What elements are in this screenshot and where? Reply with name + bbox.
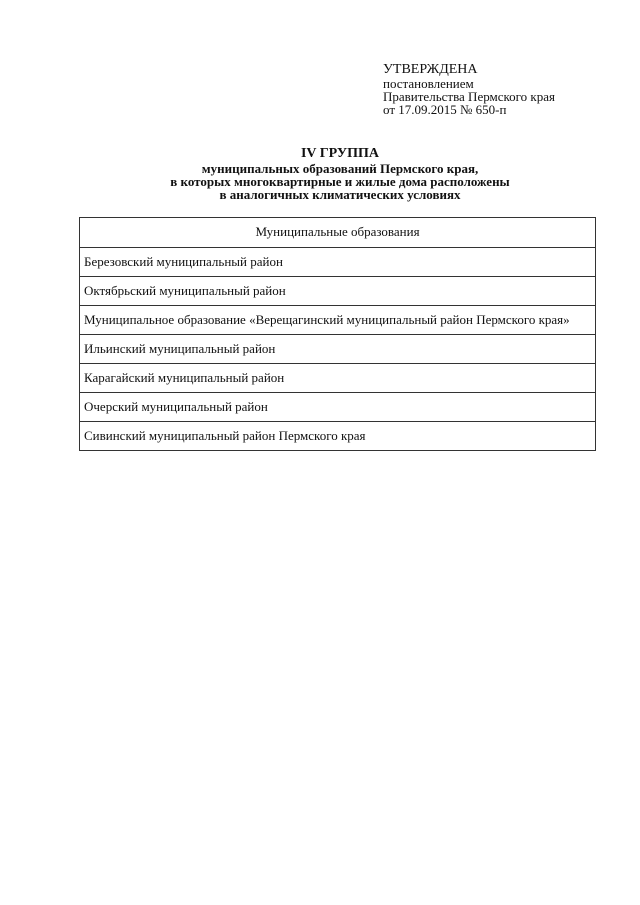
table-cell: Очерский муниципальный район — [80, 393, 596, 422]
subtitle-line-1: муниципальных образований Пермского края, — [201, 161, 479, 176]
table-cell: Карагайский муниципальный район — [80, 364, 596, 393]
municipalities-table — [79, 217, 596, 451]
table-cell: Ильинский муниципальный район — [80, 335, 596, 364]
table-cell: Сивинский муниципальный район Пермского края — [80, 422, 596, 451]
document-subtitle — [80, 162, 600, 201]
table-row — [80, 393, 596, 422]
subtitle-line-2: в которых многоквартирные и жилые дома расположены — [170, 174, 510, 189]
table-cell: Березовский муниципальный район — [80, 248, 596, 277]
approval-line-2: Правительства Пермского края — [383, 89, 555, 104]
table-row — [80, 306, 596, 335]
table-header-row — [80, 218, 596, 248]
table-row — [80, 335, 596, 364]
table-row — [80, 248, 596, 277]
table-row — [80, 277, 596, 306]
table-row — [80, 422, 596, 451]
approval-block — [383, 62, 623, 116]
table-row — [80, 364, 596, 393]
group-title: IV ГРУППА — [300, 146, 380, 161]
approval-line-1: постановлением — [383, 76, 474, 91]
subtitle-line-3: в аналогичных климатических условиях — [219, 187, 461, 202]
table-cell: Октябрьский муниципальный район — [80, 277, 596, 306]
approval-title: УТВЕРЖДЕНА — [383, 62, 478, 77]
table-cell: Муниципальное образование «Верещагинский муниципальный район Пермского края» — [80, 306, 596, 335]
table-header: Муниципальные образования — [80, 218, 596, 248]
approval-line-3: от 17.09.2015 № 650-п — [383, 102, 507, 117]
